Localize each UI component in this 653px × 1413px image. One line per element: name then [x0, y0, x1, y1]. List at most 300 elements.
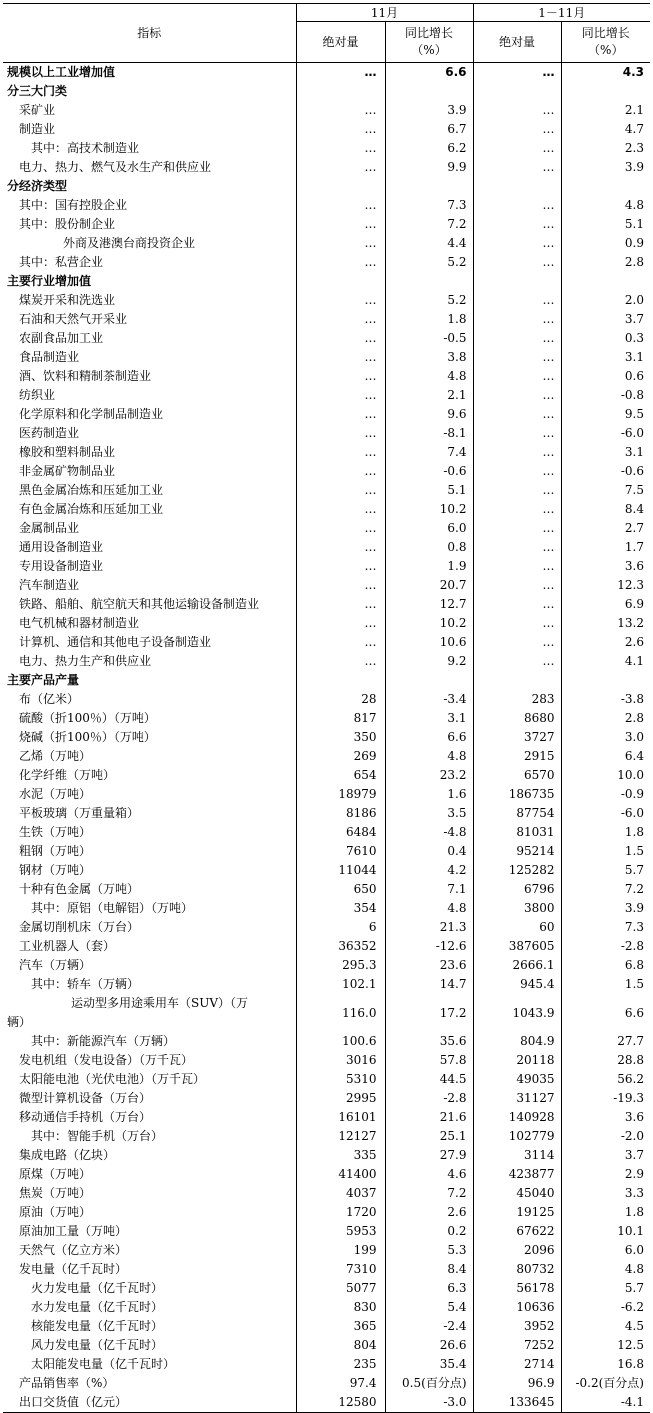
- row-indicator-name: 主要行业增加值: [3, 272, 296, 291]
- cell-abs-jan-nov: …: [473, 329, 561, 348]
- table-row: [3, 348, 650, 367]
- table-row: [3, 443, 650, 462]
- cell-abs-november: …: [296, 253, 385, 272]
- row-indicator-name: 煤炭开采和洗选业: [3, 291, 296, 310]
- row-indicator-name: 水力发电量（亿千瓦时）: [3, 1298, 296, 1317]
- cell-growth-november: 35.6: [385, 1032, 473, 1051]
- cell-abs-jan-nov: …: [473, 405, 561, 424]
- cell-abs-jan-nov: …: [473, 576, 561, 595]
- cell-abs-jan-nov: 186735: [473, 785, 561, 804]
- cell-growth-jan-nov: 4.5: [624, 1319, 644, 1333]
- cell-abs-november: …: [296, 386, 385, 405]
- cell-abs-jan-nov: 133645: [473, 1393, 561, 1413]
- cell-abs-jan-nov: 60: [473, 918, 561, 937]
- row-indicator-name: [3, 994, 296, 1032]
- table-row: [3, 709, 650, 728]
- cell-growth-november: 57.8: [385, 1051, 473, 1070]
- section-row: [3, 82, 650, 101]
- cell-growth-jan-nov: 6.0: [624, 1243, 644, 1257]
- cell-abs-jan-nov: 2096: [473, 1241, 561, 1260]
- cell-growth-november: 4.6: [385, 1165, 473, 1184]
- table-row: [3, 1108, 650, 1127]
- cell-growth-november: 3.1: [385, 709, 473, 728]
- row-indicator-name-line1: 运动型多用途乘用车（SUV）（万: [71, 996, 249, 1010]
- cell-growth-jan-nov: 0.3: [624, 331, 644, 345]
- cell-growth-jan-nov: -2.0: [620, 1129, 644, 1143]
- cell-growth-november: 1.9: [385, 557, 473, 576]
- cell-growth-november: 6.2: [385, 139, 473, 158]
- cell-abs-november: 350: [296, 728, 385, 747]
- table-row: [3, 405, 650, 424]
- cell-growth-november: 6.6: [385, 728, 473, 747]
- table-row: [3, 1146, 650, 1165]
- cell-abs-november: …: [296, 538, 385, 557]
- cell-abs-november: 1720: [296, 1203, 385, 1222]
- cell-growth-november: [385, 671, 473, 690]
- cell-growth-november: 3.8: [385, 348, 473, 367]
- table-row: [3, 1317, 650, 1336]
- cell-growth-november: 5.2: [385, 291, 473, 310]
- section-row: [3, 177, 650, 196]
- cell-growth-november: 14.7: [385, 975, 473, 994]
- cell-abs-november: 116.0: [296, 994, 385, 1032]
- row-indicator-name: 汽车（万辆）: [3, 956, 296, 975]
- cell-growth-jan-nov: -2.8: [620, 939, 644, 953]
- table-row: [3, 557, 650, 576]
- cell-abs-november: 7610: [296, 842, 385, 861]
- cell-abs-jan-nov: 96.9: [473, 1374, 561, 1393]
- row-indicator-name: 铁路、船舶、航空航天和其他运输设备制造业: [3, 595, 296, 614]
- cell-abs-jan-nov: 6570: [473, 766, 561, 785]
- cell-growth-november: -2.4: [385, 1317, 473, 1336]
- cell-growth-november: 0.5(百分点): [385, 1374, 473, 1393]
- table-body: [3, 63, 650, 1413]
- table-row: [3, 823, 650, 842]
- cell-abs-november: …: [296, 329, 385, 348]
- cell-growth-november: 7.4: [385, 443, 473, 462]
- row-indicator-name: 生铁（万吨）: [3, 823, 296, 842]
- cell-growth-november: 0.8: [385, 538, 473, 557]
- cell-growth-jan-nov: 13.2: [617, 616, 644, 630]
- table-row: [3, 956, 650, 975]
- cell-abs-november: …: [296, 215, 385, 234]
- row-indicator-name: 焦炭（万吨）: [3, 1184, 296, 1203]
- cell-growth-jan-nov: 6.4: [624, 749, 644, 763]
- cell-growth-jan-nov: 1.5: [624, 844, 644, 858]
- cell-growth-november: 9.6: [385, 405, 473, 424]
- row-indicator-name: 平板玻璃（万重量箱）: [3, 804, 296, 823]
- cell-growth-jan-nov: 5.7: [624, 1281, 644, 1295]
- table-row: [3, 899, 650, 918]
- table-row: [3, 329, 650, 348]
- cell-growth-november: 10.2: [385, 500, 473, 519]
- row-indicator-name: 分三大门类: [3, 82, 296, 101]
- table-row: [3, 1089, 650, 1108]
- row-indicator-name: 布（亿米）: [3, 690, 296, 709]
- cell-abs-november: 36352: [296, 937, 385, 956]
- row-indicator-name: 纺织业: [3, 386, 296, 405]
- cell-abs-jan-nov: [473, 177, 561, 196]
- cell-growth-jan-nov: 3.6: [624, 1110, 644, 1124]
- cell-abs-november: …: [296, 424, 385, 443]
- cell-abs-november: …: [296, 500, 385, 519]
- cell-growth-november: 0.4: [385, 842, 473, 861]
- cell-growth-jan-nov: 3.0: [624, 730, 644, 744]
- cell-abs-november: 12127: [296, 1127, 385, 1146]
- cell-abs-jan-nov: …: [473, 614, 561, 633]
- cell-growth-november: 2.6: [385, 1203, 473, 1222]
- cell-abs-november: …: [296, 101, 385, 120]
- cell-abs-jan-nov: …: [473, 557, 561, 576]
- row-indicator-name: 粗钢（万吨）: [3, 842, 296, 861]
- table-row: [3, 462, 650, 481]
- cell-growth-jan-nov: 3.6: [624, 559, 644, 573]
- cell-growth-jan-nov: 5.7: [624, 863, 644, 877]
- header-abs-2: 绝对量: [473, 22, 561, 63]
- cell-abs-jan-nov: 67622: [473, 1222, 561, 1241]
- cell-abs-november: …: [296, 481, 385, 500]
- table-row: [3, 1127, 650, 1146]
- cell-abs-jan-nov: …: [473, 101, 561, 120]
- cell-growth-jan-nov: 5.1: [624, 217, 644, 231]
- cell-growth-jan-nov: 4.7: [624, 122, 644, 136]
- cell-abs-jan-nov: [473, 82, 561, 101]
- table-row: [3, 918, 650, 937]
- table-row: [3, 880, 650, 899]
- cell-abs-jan-nov: 6796: [473, 880, 561, 899]
- cell-abs-november: 5953: [296, 1222, 385, 1241]
- cell-growth-november: 3.5: [385, 804, 473, 823]
- cell-growth-november: 4.2: [385, 861, 473, 880]
- cell-abs-jan-nov: 10636: [473, 1298, 561, 1317]
- cell-abs-jan-nov: 87754: [473, 804, 561, 823]
- cell-growth-jan-nov: -4.1: [561, 1393, 650, 1413]
- row-indicator-name-line2: 辆）: [7, 1015, 32, 1029]
- cell-abs-jan-nov: …: [473, 462, 561, 481]
- table-row: [3, 1070, 650, 1089]
- cell-growth-november: 6.0: [385, 519, 473, 538]
- cell-abs-november: …: [296, 614, 385, 633]
- cell-growth-jan-nov: 7.2: [624, 882, 644, 896]
- cell-growth-jan-nov: 3.3: [624, 1186, 644, 1200]
- cell-abs-november: 269: [296, 747, 385, 766]
- header-period-jan-nov: 1－11月: [473, 4, 650, 22]
- cell-growth-jan-nov: 1.7: [624, 540, 644, 554]
- cell-growth-jan-nov: 4.8: [624, 198, 644, 212]
- row-indicator-name: 采矿业: [3, 101, 296, 120]
- cell-growth-jan-nov: 6.8: [624, 958, 644, 972]
- cell-growth-november: 26.6: [385, 1336, 473, 1355]
- cell-abs-november: …: [296, 348, 385, 367]
- cell-growth-november: -3.4: [385, 690, 473, 709]
- cell-abs-november: …: [296, 462, 385, 481]
- cell-abs-jan-nov: …: [473, 139, 561, 158]
- cell-growth-november: 4.4: [385, 234, 473, 253]
- row-indicator-name: 其中：新能源汽车（万辆）: [3, 1032, 296, 1051]
- cell-growth-jan-nov: 1.8: [624, 1205, 644, 1219]
- table-row: [3, 1032, 650, 1051]
- table-row: [3, 747, 650, 766]
- cell-growth-jan-nov: 3.7: [624, 1148, 644, 1162]
- row-indicator-name: 太阳能发电量（亿千瓦时）: [3, 1355, 296, 1374]
- cell-growth-jan-nov: 7.5: [624, 483, 644, 497]
- cell-growth-jan-nov: [561, 272, 650, 291]
- row-indicator-name: 橡胶和塑料制品业: [3, 443, 296, 462]
- cell-abs-jan-nov: …: [473, 500, 561, 519]
- cell-growth-november: 12.7: [385, 595, 473, 614]
- table-row: [3, 1279, 650, 1298]
- cell-growth-jan-nov: 1.8: [624, 825, 644, 839]
- cell-abs-jan-nov: 80732: [473, 1260, 561, 1279]
- cell-growth-jan-nov: 7.3: [624, 920, 644, 934]
- cell-growth-november: 7.1: [385, 880, 473, 899]
- cell-abs-jan-nov: …: [473, 367, 561, 386]
- row-indicator-name: 制造业: [3, 120, 296, 139]
- cell-abs-november: 28: [296, 690, 385, 709]
- row-indicator-name: 发电机组（发电设备）（万千瓦）: [3, 1051, 296, 1070]
- cell-growth-november: -4.8: [385, 823, 473, 842]
- cell-growth-november: 7.3: [385, 196, 473, 215]
- cell-abs-jan-nov: 3800: [473, 899, 561, 918]
- cell-abs-november: [296, 272, 385, 291]
- cell-abs-jan-nov: 2666.1: [473, 956, 561, 975]
- cell-growth-jan-nov: 3.1: [624, 350, 644, 364]
- cell-abs-november: …: [296, 595, 385, 614]
- row-indicator-name: 发电量（亿千瓦时）: [3, 1260, 296, 1279]
- row-indicator-name: 其中：原铝（电解铝）（万吨）: [3, 899, 296, 918]
- header-abs-1: 绝对量: [296, 22, 385, 63]
- cell-abs-november: …: [296, 158, 385, 177]
- table-row: [3, 538, 650, 557]
- statistics-table: [3, 3, 650, 1413]
- table-row: [3, 1203, 650, 1222]
- cell-growth-november: 20.7: [385, 576, 473, 595]
- cell-abs-november: …: [296, 291, 385, 310]
- cell-abs-november: 7310: [296, 1260, 385, 1279]
- row-indicator-name: 原油（万吨）: [3, 1203, 296, 1222]
- cell-abs-jan-nov: 3952: [473, 1317, 561, 1336]
- cell-growth-jan-nov: 4.3: [622, 65, 644, 79]
- cell-growth-jan-nov: 4.8: [624, 1262, 644, 1276]
- table-row: [3, 1241, 650, 1260]
- cell-abs-november: [296, 82, 385, 101]
- cell-abs-november: …: [296, 196, 385, 215]
- cell-growth-november: 6.6: [385, 63, 473, 83]
- row-indicator-name: 分经济类型: [3, 177, 296, 196]
- cell-abs-jan-nov: 125282: [473, 861, 561, 880]
- row-indicator-name: 石油和天然气开采业: [3, 310, 296, 329]
- cell-growth-jan-nov: [561, 671, 650, 690]
- cell-growth-jan-nov: -0.2(百分点): [575, 1376, 644, 1390]
- table-row: [3, 937, 650, 956]
- cell-growth-november: 6.3: [385, 1279, 473, 1298]
- cell-abs-november: …: [296, 234, 385, 253]
- cell-growth-november: 4.8: [385, 367, 473, 386]
- cell-abs-november: 295.3: [296, 956, 385, 975]
- cell-growth-jan-nov: -19.3: [613, 1091, 644, 1105]
- cell-growth-november: 23.2: [385, 766, 473, 785]
- cell-growth-jan-nov: 2.8: [624, 711, 644, 725]
- cell-growth-jan-nov: 56.2: [617, 1072, 644, 1086]
- row-indicator-name: 食品制造业: [3, 348, 296, 367]
- cell-growth-november: [385, 272, 473, 291]
- table-row: [3, 234, 650, 253]
- table-row: [3, 101, 650, 120]
- cell-abs-jan-nov: 2915: [473, 747, 561, 766]
- table-row: [3, 1051, 650, 1070]
- cell-growth-november: 17.2: [385, 994, 473, 1032]
- cell-growth-jan-nov: 12.5: [617, 1338, 644, 1352]
- cell-growth-november: 8.4: [385, 1260, 473, 1279]
- cell-abs-jan-nov: 81031: [473, 823, 561, 842]
- row-indicator-name: 黑色金属冶炼和压延加工业: [3, 481, 296, 500]
- cell-abs-november: 18979: [296, 785, 385, 804]
- cell-growth-november: 5.4: [385, 1298, 473, 1317]
- cell-growth-november: 9.2: [385, 652, 473, 671]
- row-indicator-name: 电力、热力、燃气及水生产和供应业: [3, 158, 296, 177]
- cell-abs-jan-nov: …: [473, 386, 561, 405]
- table-row: [3, 766, 650, 785]
- cell-abs-jan-nov: 8680: [473, 709, 561, 728]
- table-row: [3, 519, 650, 538]
- row-indicator-name: 其中：高技术制造业: [3, 139, 296, 158]
- row-indicator-name: 集成电路（亿块）: [3, 1146, 296, 1165]
- cell-abs-november: 6484: [296, 823, 385, 842]
- cell-abs-jan-nov: …: [473, 633, 561, 652]
- cell-abs-jan-nov: …: [473, 253, 561, 272]
- row-indicator-name: 工业机器人（套）: [3, 937, 296, 956]
- row-indicator-name: 太阳能电池（光伏电池）（万千瓦）: [3, 1070, 296, 1089]
- section-row: [3, 272, 650, 291]
- cell-growth-jan-nov: [561, 82, 650, 101]
- cell-growth-november: 7.2: [385, 1184, 473, 1203]
- header-growth-2: 同比增长 （%）: [561, 22, 650, 63]
- cell-growth-jan-nov: 16.8: [617, 1357, 644, 1371]
- cell-abs-november: 3016: [296, 1051, 385, 1070]
- cell-abs-jan-nov: 49035: [473, 1070, 561, 1089]
- row-indicator-name: 水泥（万吨）: [3, 785, 296, 804]
- cell-growth-jan-nov: 3.7: [624, 312, 644, 326]
- cell-growth-jan-nov: 10.0: [617, 768, 644, 782]
- cell-growth-jan-nov: 4.1: [624, 654, 644, 668]
- row-indicator-name: 天然气（亿立方米）: [3, 1241, 296, 1260]
- table-row: [3, 994, 650, 1032]
- cell-abs-jan-nov: 56178: [473, 1279, 561, 1298]
- cell-abs-november: 199: [296, 1241, 385, 1260]
- cell-abs-jan-nov: …: [473, 424, 561, 443]
- cell-abs-november: 102.1: [296, 975, 385, 994]
- cell-abs-jan-nov: …: [473, 595, 561, 614]
- cell-growth-november: [385, 82, 473, 101]
- cell-growth-november: -3.0: [385, 1393, 473, 1413]
- cell-growth-november: 44.5: [385, 1070, 473, 1089]
- cell-growth-november: 21.3: [385, 918, 473, 937]
- table-row: [3, 842, 650, 861]
- cell-growth-jan-nov: 3.9: [624, 901, 644, 915]
- cell-abs-jan-nov: …: [473, 215, 561, 234]
- row-indicator-name: 烧碱（折100％）（万吨）: [3, 728, 296, 747]
- cell-abs-november: …: [296, 310, 385, 329]
- table-row: [3, 215, 650, 234]
- row-indicator-name: 其中：股份制企业: [3, 215, 296, 234]
- header-period-november: 11月: [296, 4, 473, 22]
- cell-growth-november: 5.3: [385, 1241, 473, 1260]
- cell-growth-jan-nov: -3.8: [620, 692, 644, 706]
- cell-growth-november: 21.6: [385, 1108, 473, 1127]
- table-row: [3, 785, 650, 804]
- cell-growth-jan-nov: 27.7: [617, 1034, 644, 1048]
- row-indicator-name: 产品销售率（%）: [3, 1374, 296, 1393]
- cell-growth-november: 2.1: [385, 386, 473, 405]
- cell-abs-november: 817: [296, 709, 385, 728]
- table-row: [3, 386, 650, 405]
- row-indicator-name: 风力发电量（亿千瓦时）: [3, 1336, 296, 1355]
- row-indicator-name: 有色金属冶炼和压延加工业: [3, 500, 296, 519]
- table-row: [3, 728, 650, 747]
- table-row: [3, 861, 650, 880]
- cell-abs-jan-nov: 140928: [473, 1108, 561, 1127]
- row-indicator-name: 通用设备制造业: [3, 538, 296, 557]
- cell-abs-jan-nov: …: [473, 63, 561, 83]
- cell-abs-november: 6: [296, 918, 385, 937]
- cell-abs-november: 41400: [296, 1165, 385, 1184]
- row-indicator-name: 农副食品加工业: [3, 329, 296, 348]
- cell-abs-november: …: [296, 576, 385, 595]
- cell-abs-november: …: [296, 557, 385, 576]
- cell-growth-jan-nov: -0.6: [620, 464, 644, 478]
- table-row: [3, 1336, 650, 1355]
- row-indicator-name: 其中：轿车（万辆）: [3, 975, 296, 994]
- table-header: [3, 4, 650, 63]
- table-row: [3, 367, 650, 386]
- cell-growth-november: -0.6: [385, 462, 473, 481]
- table-row: [3, 633, 650, 652]
- cell-abs-jan-nov: [473, 272, 561, 291]
- cell-growth-jan-nov: 12.3: [617, 578, 644, 592]
- row-indicator-name: 原油加工量（万吨）: [3, 1222, 296, 1241]
- cell-abs-jan-nov: …: [473, 443, 561, 462]
- table-row: [3, 120, 650, 139]
- cell-growth-november: -12.6: [385, 937, 473, 956]
- cell-growth-november: 10.6: [385, 633, 473, 652]
- table-row: [3, 690, 650, 709]
- cell-abs-november: …: [296, 519, 385, 538]
- cell-growth-jan-nov: 2.1: [624, 103, 644, 117]
- cell-abs-jan-nov: …: [473, 481, 561, 500]
- cell-growth-jan-nov: 9.5: [624, 407, 644, 421]
- cell-abs-jan-nov: 3114: [473, 1146, 561, 1165]
- cell-growth-jan-nov: 6.9: [624, 597, 644, 611]
- cell-abs-november: 12580: [296, 1393, 385, 1413]
- row-indicator-name: 移动通信手持机（万台）: [3, 1108, 296, 1127]
- cell-growth-november: 4.8: [385, 747, 473, 766]
- table-row: [3, 139, 650, 158]
- cell-abs-november: 97.4: [296, 1374, 385, 1393]
- row-indicator-name: 电气机械和器材制造业: [3, 614, 296, 633]
- cell-abs-jan-nov: …: [473, 348, 561, 367]
- cell-abs-november: 830: [296, 1298, 385, 1317]
- cell-abs-november: …: [296, 139, 385, 158]
- cell-abs-november: …: [296, 443, 385, 462]
- cell-growth-november: 3.9: [385, 101, 473, 120]
- cell-growth-jan-nov: 2.3: [624, 141, 644, 155]
- cell-growth-jan-nov: 10.1: [617, 1224, 644, 1238]
- cell-abs-jan-nov: …: [473, 291, 561, 310]
- header-indicator: 指标: [3, 4, 296, 63]
- table-row: [3, 804, 650, 823]
- row-indicator-name: 硫酸（折100％）（万吨）: [3, 709, 296, 728]
- row-indicator-name: 汽车制造业: [3, 576, 296, 595]
